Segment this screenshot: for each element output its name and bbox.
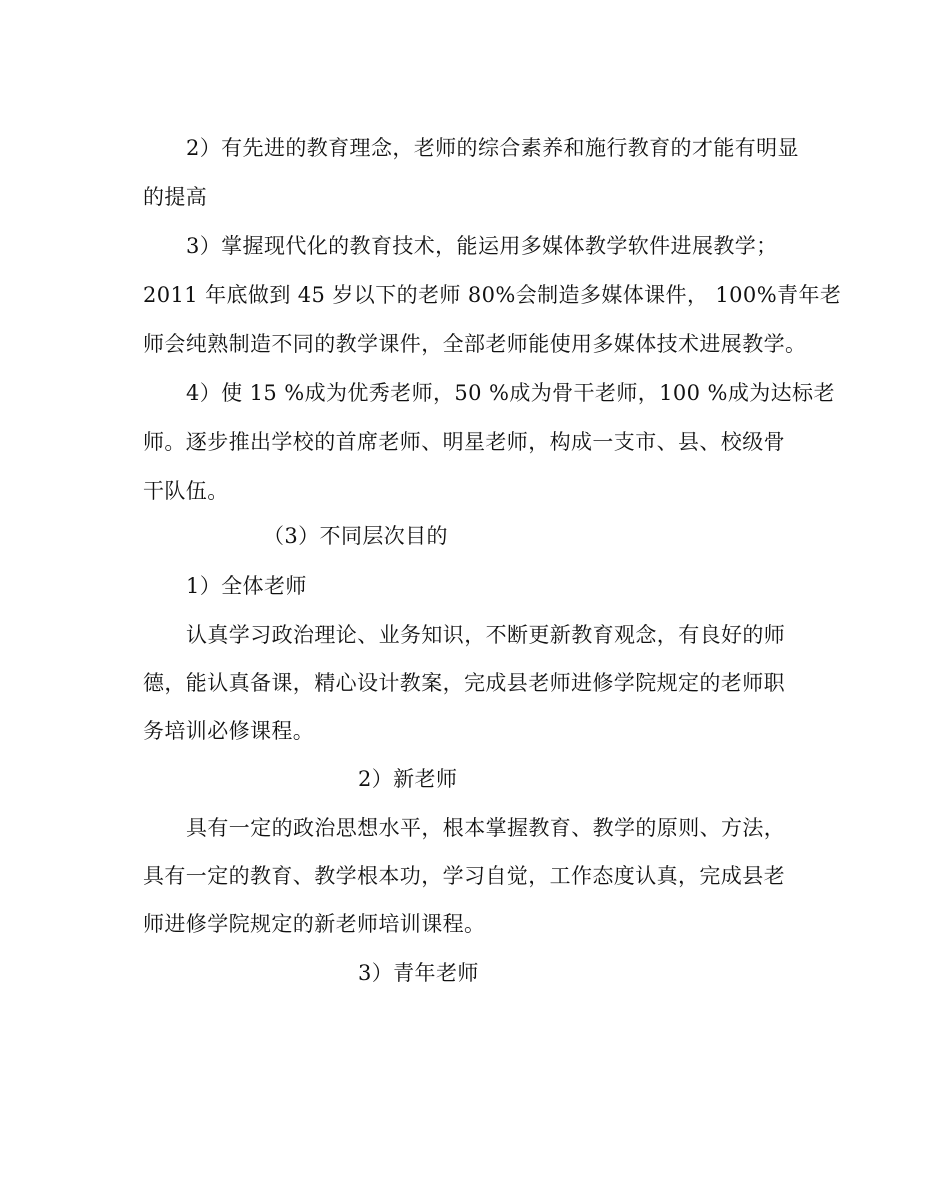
subsection-heading: 2）新老师 (358, 767, 458, 791)
subsection-heading: 3）青年老师 (358, 961, 479, 985)
subsection-heading: 1）全体老师 (186, 574, 307, 598)
text-line: 师进修学院规定的新老师培训课程。 (143, 912, 486, 936)
text-line: 师会纯熟制造不同的教学课件，全部老师能使用多媒体技术进展教学。 (143, 332, 807, 356)
text-line: 认真学习政治理论、业务知识，不断更新教育观念，有良好的师 (186, 623, 786, 647)
text-line: 2011 年底做到 45 岁以下的老师 80%会制造多媒体课件， 100%青年老 (143, 283, 842, 307)
text-line: 师。逐步推出学校的首席老师、明星老师，构成一支市、县、校级骨 (143, 430, 785, 454)
text-line: 务培训必修课程。 (143, 719, 315, 743)
text-line: 的提高 (143, 185, 208, 209)
text-line: 具有一定的政治思想水平，根本掌握教育、教学的原则、方法， (186, 816, 786, 840)
section-heading: （3）不同层次目的 (263, 524, 448, 548)
text-line: 4）使 15 %成为优秀老师，50 %成为骨干老师，100 %成为达标老 (186, 381, 835, 405)
text-line: 具有一定的教育、教学根本功，学习自觉，工作态度认真，完成县老 (143, 864, 785, 888)
text-line: 德，能认真备课，精心设计教案，完成县老师进修学院规定的老师职 (143, 671, 785, 695)
text-line: 2）有先进的教育理念，老师的综合素养和施行教育的才能有明显 (186, 136, 799, 160)
text-line: 干队伍。 (143, 479, 229, 503)
text-line: 3）掌握现代化的教育技术，能运用多媒体教学软件进展教学； (186, 234, 778, 258)
